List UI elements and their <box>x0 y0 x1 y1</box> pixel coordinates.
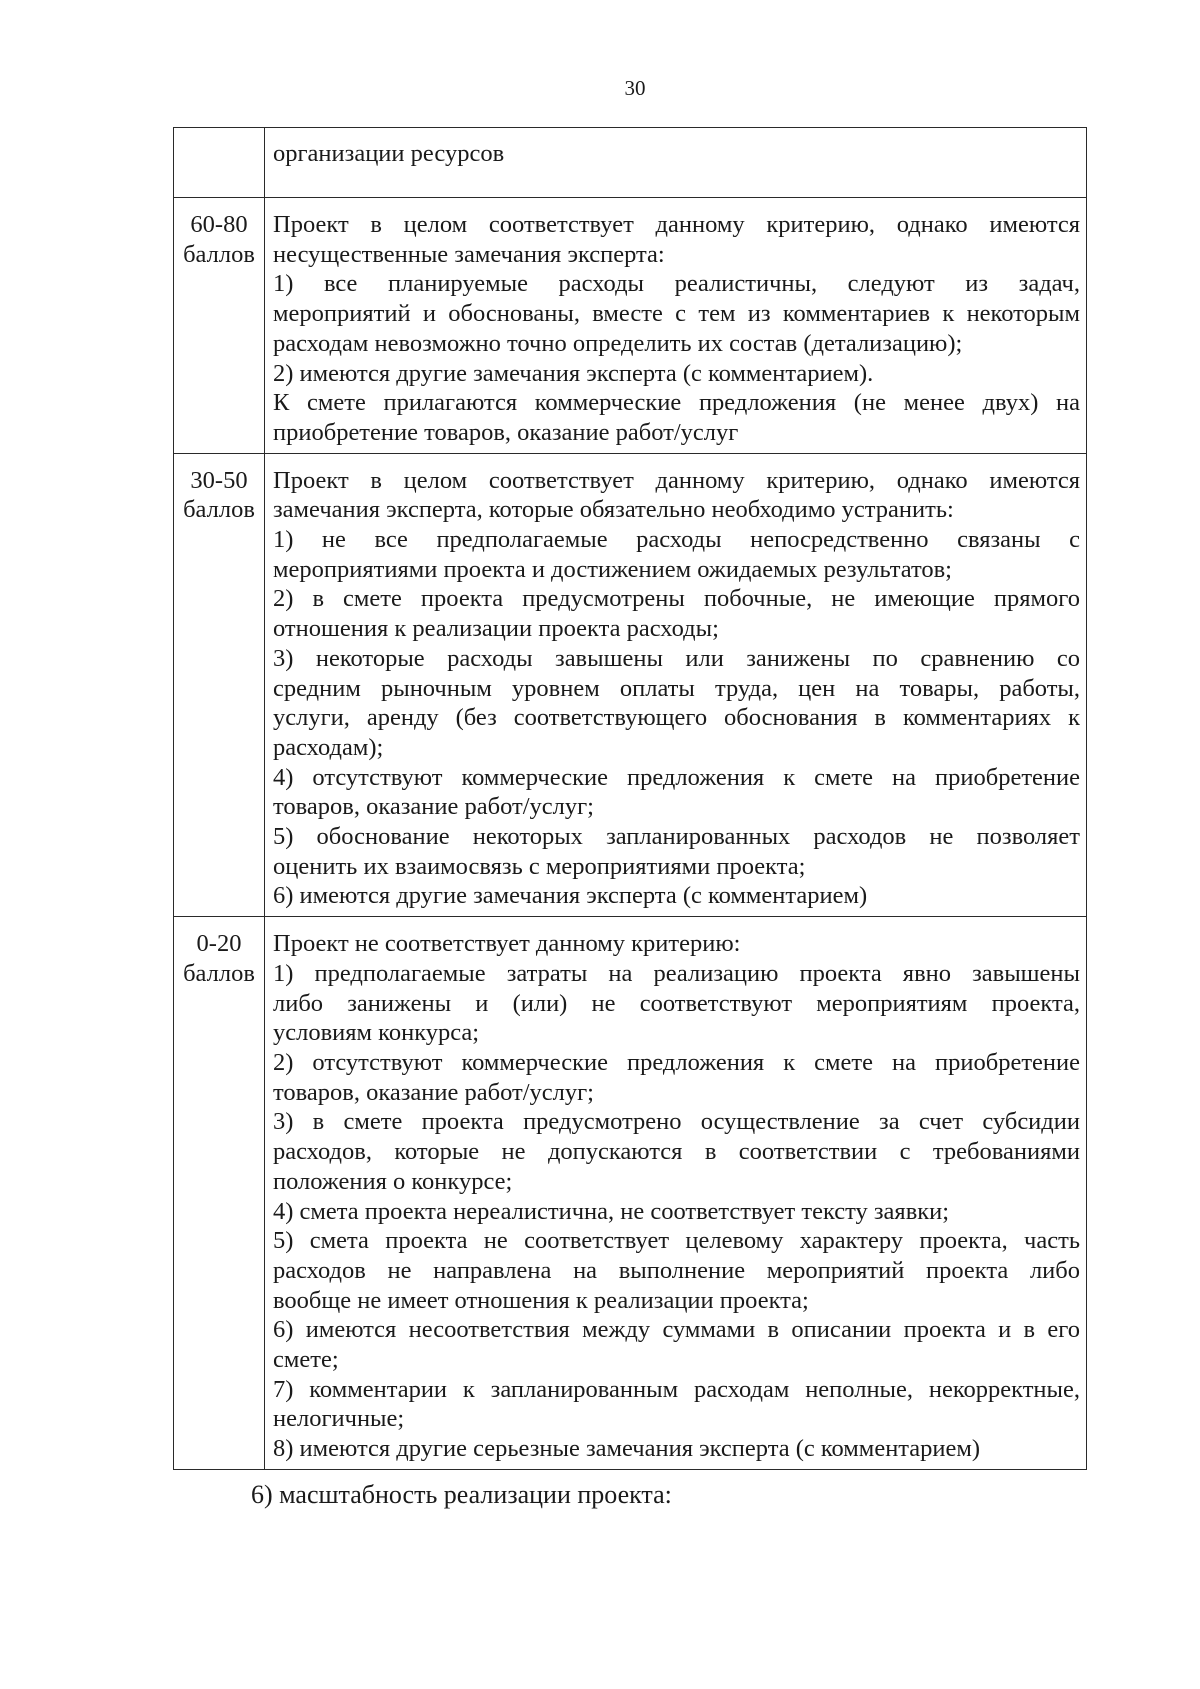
description-paragraph <box>273 1048 1080 1107</box>
description-line: 2) в смете проекта предусмотрены побочные, не имеющие прямого <box>273 585 1080 613</box>
score-cell <box>174 453 265 917</box>
description-paragraph <box>273 763 1080 822</box>
description-paragraph <box>273 1434 1080 1464</box>
description-line: 6) имеются несоответствия между суммами в описании проекта и в его <box>273 1316 1080 1344</box>
description-cell <box>265 453 1087 917</box>
description-paragraph <box>273 881 1080 911</box>
description-line: смете; <box>273 1346 339 1374</box>
description-cell <box>265 198 1087 454</box>
description-line: 3) в смете проекта предусмотрено осуществление за счет субсидии <box>273 1108 1080 1136</box>
description-line: нелогичные; <box>273 1405 405 1433</box>
description-paragraph <box>273 1107 1080 1196</box>
description-line: положения о конкурсе; <box>273 1167 513 1195</box>
score-unit: баллов <box>183 496 255 524</box>
description-paragraph <box>273 466 1080 525</box>
description-paragraph <box>273 269 1080 358</box>
description-line: замечания эксперта, которые обязательно необходимо устранить: <box>273 496 954 524</box>
score-cell-empty <box>174 128 265 198</box>
table-row <box>174 453 1087 917</box>
description-paragraph <box>273 525 1080 584</box>
page-number: 30 <box>624 76 646 100</box>
description-line: услуги, аренду (без соответствующего обоснования в комментариях к <box>273 704 1080 732</box>
criteria-table-body <box>174 128 1087 1470</box>
description-line: расходам невозможно точно определить их состав (детализацию); <box>273 329 963 357</box>
description-line: К смете прилагаются коммерческие предложения (не менее двух) на <box>273 389 1080 417</box>
description-paragraph <box>273 1375 1080 1434</box>
description-paragraph <box>273 644 1080 763</box>
description-line: 1) не все предполагаемые расходы непосредственно связаны с <box>273 526 1080 554</box>
description-paragraph <box>273 822 1080 881</box>
description-line: 2) имеются другие замечания эксперта (с комментарием). <box>273 359 874 387</box>
description-line: 4) смета проекта нереалистична, не соответствует тексту заявки; <box>273 1197 950 1225</box>
description-line: товаров, оказание работ/услуг; <box>273 793 594 821</box>
score-range: 60-80 <box>190 211 248 238</box>
description-line: несущественные замечания эксперта: <box>273 240 665 268</box>
score-range: 0-20 <box>196 930 242 958</box>
description-line: 5) смета проекта не соответствует целевому характеру проекта, часть <box>273 1227 1080 1255</box>
description-paragraph <box>273 929 1080 959</box>
table-row <box>174 198 1087 454</box>
description-line: приобретение товаров, оказание работ/услуг <box>273 418 739 446</box>
description-line: условиям конкурса; <box>273 1019 480 1047</box>
description-line: 8) имеются другие серьезные замечания эксперта (с комментарием) <box>273 1435 981 1463</box>
description-line: мероприятиями проекта и достижением ожидаемых результатов; <box>273 555 952 583</box>
description-line: 1) все планируемые расходы реалистичны, следуют из задач, <box>273 270 1080 298</box>
description-line: 6) имеются другие замечания эксперта (с комментарием) <box>273 882 868 910</box>
description-line: 5) обоснование некоторых запланированных расходов не позволяет <box>273 823 1080 851</box>
description-paragraph <box>273 359 1080 389</box>
description-line: Проект в целом соответствует данному критерию, однако имеются <box>273 466 1080 494</box>
description-paragraph <box>273 584 1080 643</box>
description-line: товаров, оказание работ/услуг; <box>273 1078 594 1106</box>
next-criterion-heading: 6) масштабность реализации проекта: <box>251 1480 672 1509</box>
description-line: Проект не соответствует данному критерию: <box>273 930 741 958</box>
description-cell <box>265 128 1087 198</box>
description-paragraph <box>273 210 1080 269</box>
description-line: мероприятий и обоснованы, вместе с тем из комментариев к некоторым <box>273 300 1080 328</box>
description-line: средним рыночным уровнем оплаты труда, цен на товары, работы, <box>273 674 1080 702</box>
score-cell <box>174 917 265 1470</box>
description-line: либо занижены и (или) не соответствуют мероприятиям проекта, <box>273 989 1080 1017</box>
description-line: 1) предполагаемые затраты на реализацию проекта явно завышены <box>273 959 1080 987</box>
description-line: 2) отсутствуют коммерческие предложения к смете на приобретение <box>273 1048 1080 1076</box>
description-line: отношения к реализации проекта расходы; <box>273 615 719 643</box>
description-line: расходов, которые не допускаются в соответствии с требованиями <box>273 1138 1080 1166</box>
score-unit: баллов <box>183 240 255 268</box>
description-line: организации ресурсов <box>273 140 505 167</box>
description-paragraph <box>273 388 1080 447</box>
score-range: 30-50 <box>190 466 248 494</box>
description-paragraph <box>273 1226 1080 1315</box>
description-paragraph <box>273 959 1080 1048</box>
description-paragraph <box>273 1197 1080 1227</box>
score-cell <box>174 198 265 454</box>
description-line: 4) отсутствуют коммерческие предложения к смете на приобретение <box>273 763 1080 791</box>
description-line: расходам); <box>273 733 384 761</box>
score-unit: баллов <box>183 959 255 987</box>
table-row-continuation <box>174 128 1087 198</box>
description-line: 3) некоторые расходы завышены или занижены по сравнению со <box>273 644 1080 672</box>
description-line: Проект в целом соответствует данному критерию, однако имеются <box>273 211 1080 238</box>
description-line: 7) комментарии к запланированным расходам неполные, некорректные, <box>273 1375 1080 1403</box>
description-line: расходов не направлена на выполнение мероприятий проекта либо <box>273 1256 1080 1284</box>
criteria-table <box>173 127 1087 1470</box>
description-paragraph <box>273 1315 1080 1374</box>
description-cell <box>265 917 1087 1470</box>
description-line: вообще не имеет отношения к реализации проекта; <box>273 1286 809 1314</box>
description-line: оценить их взаимосвязь с мероприятиями проекта; <box>273 852 806 880</box>
table-row <box>174 917 1087 1470</box>
